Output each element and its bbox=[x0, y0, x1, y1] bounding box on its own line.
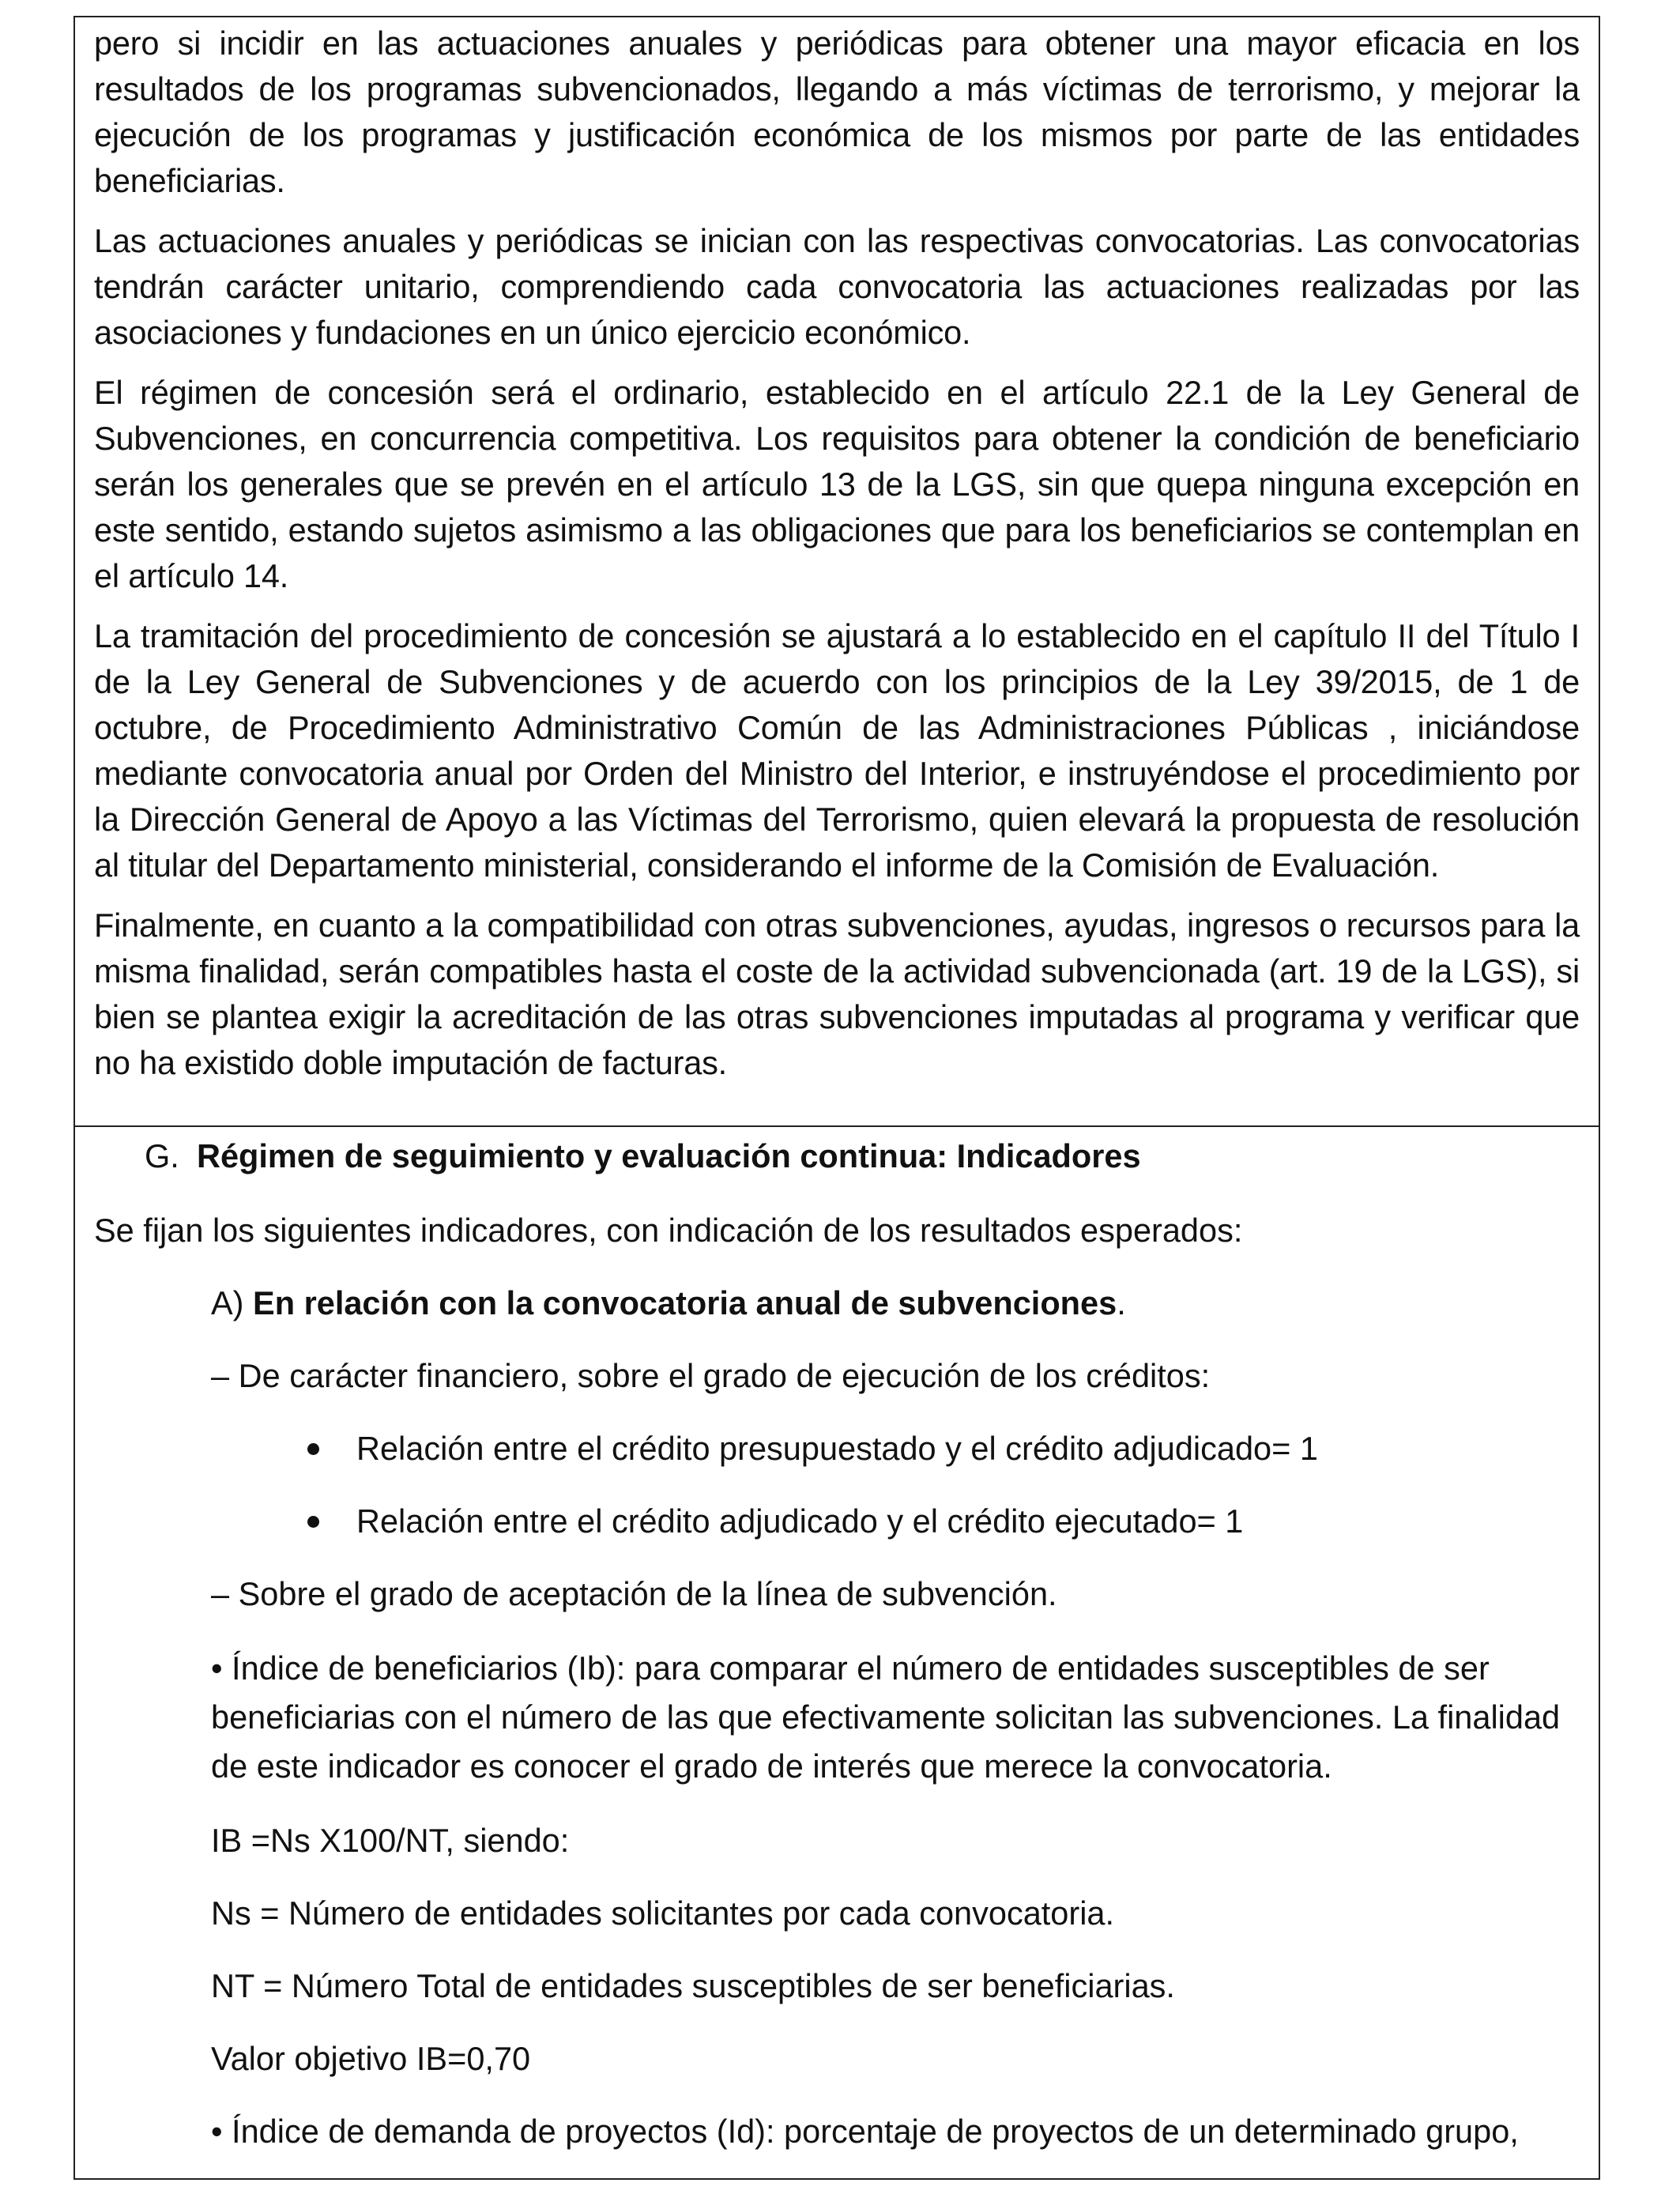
subsection-a-prefix: A) bbox=[211, 1284, 254, 1321]
bullet-icon bbox=[307, 1443, 319, 1455]
section-letter: G. bbox=[145, 1137, 179, 1174]
list-item bbox=[94, 1498, 1580, 1544]
section-intro: Se fijan los siguientes indicadores, con indicación de los resultados esperados: bbox=[94, 1212, 1243, 1249]
subsection-a-title: En relación con la convocatoria anual de subvenciones bbox=[253, 1284, 1117, 1321]
paragraph-regimen-concesion: El régimen de concesión será el ordinario, establecido en el artículo 22.1 de la Ley General de Subvenciones, en concurrencia competitiva. Los requisitos para obtener la condición de beneficiario serán los generales que se prevén en el artículo 13 de la LGS, sin que quepa ninguna excepción en este sentido, estando sujetos asimismo a las obligaciones que para los beneficiarios se contemplan en el artículo 14. bbox=[94, 374, 1580, 594]
ib-formula: IB =Ns X100/NT, siendo: bbox=[211, 1822, 570, 1859]
acceptance-heading: – Sobre el grado de aceptación de la línea de subvención. bbox=[211, 1575, 1057, 1612]
nt-definition: NT = Número Total de entidades susceptibles de ser beneficiarias. bbox=[211, 1967, 1175, 2004]
ns-definition: Ns = Número de entidades solicitantes por cada convocatoria. bbox=[211, 1894, 1115, 1932]
bullet-icon bbox=[307, 1516, 319, 1528]
list-item bbox=[94, 1426, 1580, 1472]
paragraph-programs: pero si incidir en las actuaciones anuales y periódicas para obtener una mayor eficacia en los resultados de los programas subvencionados, llegando a más víctimas de terrorismo, y mejorar la ejecución de los programas y justificación económica de los mismos por parte de las entidades beneficiarias. bbox=[94, 25, 1580, 199]
ib-description: • Índice de beneficiarios (Ib): para comparar el número de entidades susceptibles de ser beneficiarias con el número de las que efectivamente solicitan las subvenciones. La finalidad de este indicador es conocer el grado de interés que merece la convocatoria. bbox=[211, 1649, 1561, 1785]
paragraph-compatibilidad: Finalmente, en cuanto a la compatibilidad con otras subvenciones, ayudas, ingresos o recursos para la misma finalidad, serán compatibles hasta el coste de la actividad subvencionada (art. 19 de la LGS), si bien se plantea exigir la acreditación de las otras subvenciones imputadas al programa y verificar que no ha existido doble imputación de facturas. bbox=[94, 907, 1580, 1081]
section-title: Régimen de seguimiento y evaluación continua: Indicadores bbox=[197, 1137, 1141, 1174]
paragraph-tramitacion: La tramitación del procedimiento de concesión se ajustará a lo establecido en el capítulo II del Título I de la Ley General de Subvenciones y de acuerdo con los principios de la Ley 39/2015, de 1 de octubre, de Procedimiento Administrativo Común de las Administraciones Públicas , iniciándose mediante convocatoria anual por Orden del Ministro del Interior, e instruyéndose el procedimiento por la Dirección General de Apoyo a las Víctimas del Terrorismo, quien elevará la propuesta de resolución al titular del Departamento ministerial, considerando el informe de la Comisión de Evaluación. bbox=[94, 617, 1580, 884]
bullet-text: Relación entre el crédito adjudicado y el crédito ejecutado= 1 bbox=[356, 1502, 1244, 1540]
text-frame-top bbox=[73, 16, 1600, 1127]
ib-target-value: Valor objetivo IB=0,70 bbox=[211, 2040, 531, 2077]
subsection-a-suffix: . bbox=[1117, 1284, 1126, 1321]
id-description: • Índice de demanda de proyectos (Id): porcentaje de proyectos de un determinado grupo, bbox=[211, 2113, 1519, 2150]
financial-heading: – De carácter financiero, sobre el grado de ejecución de los créditos: bbox=[211, 1357, 1211, 1394]
section-heading bbox=[94, 1133, 1580, 1179]
paragraph-convocatorias: Las actuaciones anuales y periódicas se inician con las respectivas convocatorias. Las convocatorias tendrán carácter unitario, comprendiendo cada convocatoria las actuaciones realizadas por las asociaciones y fundaciones en un único ejercicio económico. bbox=[94, 222, 1580, 351]
subsection-a-heading bbox=[94, 1280, 1580, 1326]
bullet-text: Relación entre el crédito presupuestado y el crédito adjudicado= 1 bbox=[356, 1430, 1318, 1467]
text-frame-section-g bbox=[73, 1125, 1600, 2180]
